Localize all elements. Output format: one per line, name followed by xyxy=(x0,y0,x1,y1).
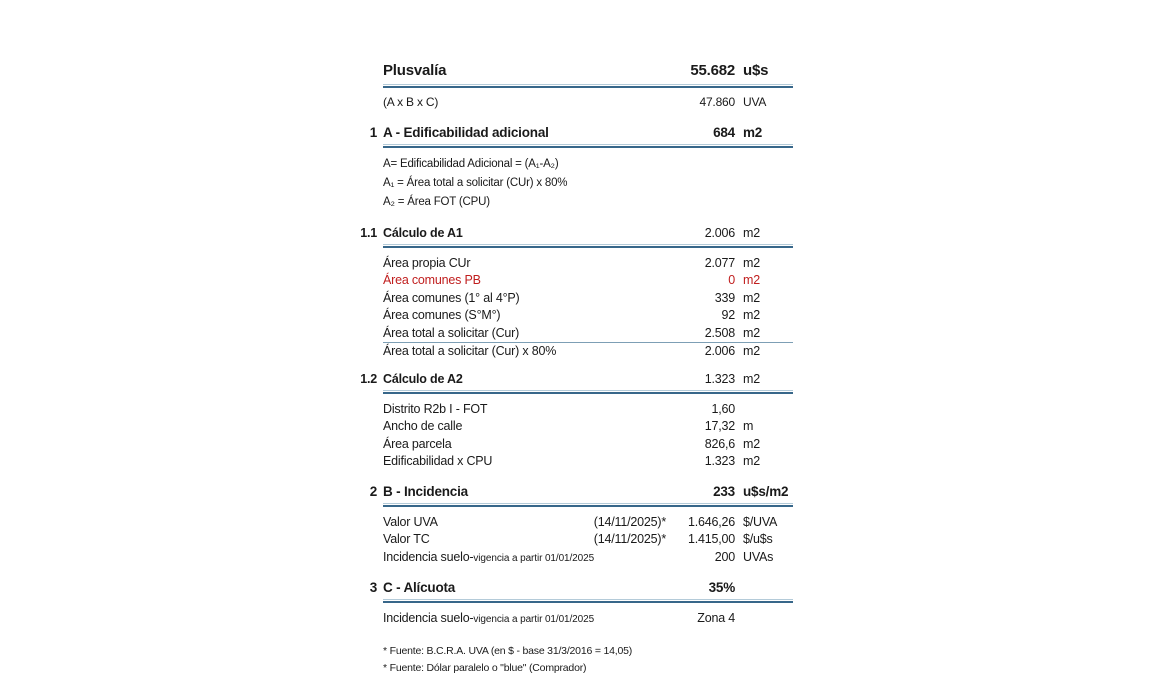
rule-under-section-a xyxy=(383,144,793,148)
table-row xyxy=(383,255,793,273)
row-value: 2.508 xyxy=(704,325,735,340)
row-label xyxy=(383,549,666,568)
row-label: Área total a solicitar (Cur) xyxy=(383,325,520,340)
section-a-number: 1 xyxy=(369,124,377,140)
row-value: 1,60 xyxy=(711,401,735,416)
footnote-uva-source: * Fuente: B.C.R.A. UVA (en $ - base 31/3/2016 = 14,05) xyxy=(383,644,633,657)
section-a2-table xyxy=(383,401,793,471)
section-c-header xyxy=(369,579,793,596)
rule-under-section-a1 xyxy=(383,244,793,248)
section-a-formulas xyxy=(383,155,793,212)
formula-reference-unit: UVA xyxy=(743,95,767,109)
row-date: (14/11/2025)* xyxy=(593,532,666,546)
plusvalia-total-row xyxy=(383,60,793,81)
row-unit: UVAs xyxy=(743,549,774,564)
row-unit: m2 xyxy=(743,454,760,468)
section-a2-value: 1.323 xyxy=(704,371,735,386)
section-a1-number: 1.1 xyxy=(360,225,377,240)
row-unit: m xyxy=(743,419,754,433)
row-label-small: vigencia a partir 01/01/2025 xyxy=(473,552,595,564)
row-label: Edificabilidad x CPU xyxy=(383,454,493,468)
row-label-main: Incidencia suelo- xyxy=(383,611,474,625)
row-value: 17,32 xyxy=(704,419,735,433)
rule-under-plusvalia xyxy=(383,84,793,88)
section-a1-table xyxy=(383,255,793,361)
section-a-unit: m2 xyxy=(743,124,763,140)
plusvalia-value: 55.682 xyxy=(690,62,735,79)
rule-under-section-a2 xyxy=(383,390,793,394)
row-value: 826,6 xyxy=(704,436,735,451)
table-row xyxy=(383,514,793,532)
section-b-header xyxy=(369,483,793,500)
row-value: 1.415,00 xyxy=(687,532,735,546)
section-c-title: C - Alícuota xyxy=(383,580,456,595)
row-label: Distrito R2b I - FOT xyxy=(383,401,488,416)
row-value: 92 xyxy=(721,308,735,322)
formula-reference-label: (A x B x C) xyxy=(383,95,439,109)
section-a-value: 684 xyxy=(713,124,735,140)
section-b-value: 233 xyxy=(713,483,735,499)
table-row xyxy=(383,531,793,549)
section-c-table xyxy=(383,610,793,629)
section-c-number: 3 xyxy=(369,580,377,595)
row-value: 1.323 xyxy=(704,454,735,468)
section-a2-number: 1.2 xyxy=(360,371,377,386)
formula-line-a2: A₂ = Área FOT (CPU) xyxy=(383,195,490,208)
plusvalia-title: Plusvalía xyxy=(383,62,447,79)
plusvalia-calculation-sheet xyxy=(360,60,793,677)
formula-line-a1: A₁ = Área total a solicitar (CUr) x 80% xyxy=(383,176,568,189)
row-label-main: Incidencia suelo- xyxy=(383,549,474,564)
section-b-table xyxy=(383,514,793,568)
section-a1-value: 2.006 xyxy=(704,225,735,240)
row-unit: m2 xyxy=(743,308,760,322)
rule-under-section-b xyxy=(383,503,793,507)
section-a-title: A - Edificabilidad adicional xyxy=(383,124,549,140)
row-value: 1.646,26 xyxy=(687,514,735,529)
table-row xyxy=(383,325,793,343)
table-row xyxy=(383,610,793,629)
rule-under-section-c xyxy=(383,599,793,603)
row-value: 0 xyxy=(728,273,735,287)
table-row xyxy=(383,418,793,436)
row-label xyxy=(383,610,666,629)
row-label: Área comunes PB xyxy=(383,273,481,287)
section-a1-title: Cálculo de A1 xyxy=(383,225,463,240)
row-unit: m2 xyxy=(743,436,760,451)
row-label: Área comunes (1° al 4°P) xyxy=(383,290,520,305)
section-a1-header xyxy=(360,225,793,241)
section-b-number: 2 xyxy=(369,483,377,499)
section-a-header xyxy=(369,124,793,141)
table-row-subtotal xyxy=(383,342,793,361)
formula-reference-row xyxy=(383,94,793,112)
table-row xyxy=(383,290,793,308)
row-label: Ancho de calle xyxy=(383,419,463,433)
row-label: Área total a solicitar (Cur) x 80% xyxy=(383,344,557,358)
row-date: (14/11/2025)* xyxy=(593,514,666,529)
row-unit: m2 xyxy=(743,344,760,358)
row-unit: m2 xyxy=(743,325,760,340)
section-a2-unit: m2 xyxy=(743,371,760,386)
row-label: Área propia CUr xyxy=(383,255,471,270)
section-b-unit: u$s/m2 xyxy=(743,483,789,499)
row-unit: $/u$s xyxy=(743,532,773,546)
section-a2-header xyxy=(360,371,793,387)
formula-line-a: A= Edificabilidad Adicional = (A₁-A₂) xyxy=(383,157,559,170)
row-label-small: vigencia a partir 01/01/2025 xyxy=(473,614,595,625)
row-label: Área parcela xyxy=(383,436,452,451)
table-row xyxy=(383,401,793,419)
footnotes xyxy=(383,643,793,677)
row-value: 339 xyxy=(714,290,735,305)
table-row xyxy=(383,307,793,325)
table-row-highlighted-red xyxy=(383,272,793,290)
row-unit: m2 xyxy=(743,273,760,287)
table-row xyxy=(383,549,793,568)
row-label: Valor TC xyxy=(383,532,430,546)
row-value: 2.077 xyxy=(704,255,735,270)
row-unit: m2 xyxy=(743,255,760,270)
row-label: Valor UVA xyxy=(383,514,438,529)
row-label: Área comunes (S°M°) xyxy=(383,308,501,322)
row-unit: m2 xyxy=(743,290,760,305)
footnote-dollar-source: * Fuente: Dólar paralelo o "blue" (Comprador) xyxy=(383,661,587,674)
row-value: Zona 4 xyxy=(697,611,735,625)
table-row xyxy=(383,436,793,454)
row-unit: $/UVA xyxy=(743,514,778,529)
section-a2-title: Cálculo de A2 xyxy=(383,371,463,386)
table-row xyxy=(383,453,793,471)
section-c-value: 35% xyxy=(708,580,735,595)
formula-reference-value: 47.860 xyxy=(699,95,735,109)
row-value: 2.006 xyxy=(704,344,735,358)
section-a1-unit: m2 xyxy=(743,225,760,240)
plusvalia-unit: u$s xyxy=(743,62,769,79)
row-value: 200 xyxy=(714,549,735,564)
section-b-title: B - Incidencia xyxy=(383,483,468,499)
